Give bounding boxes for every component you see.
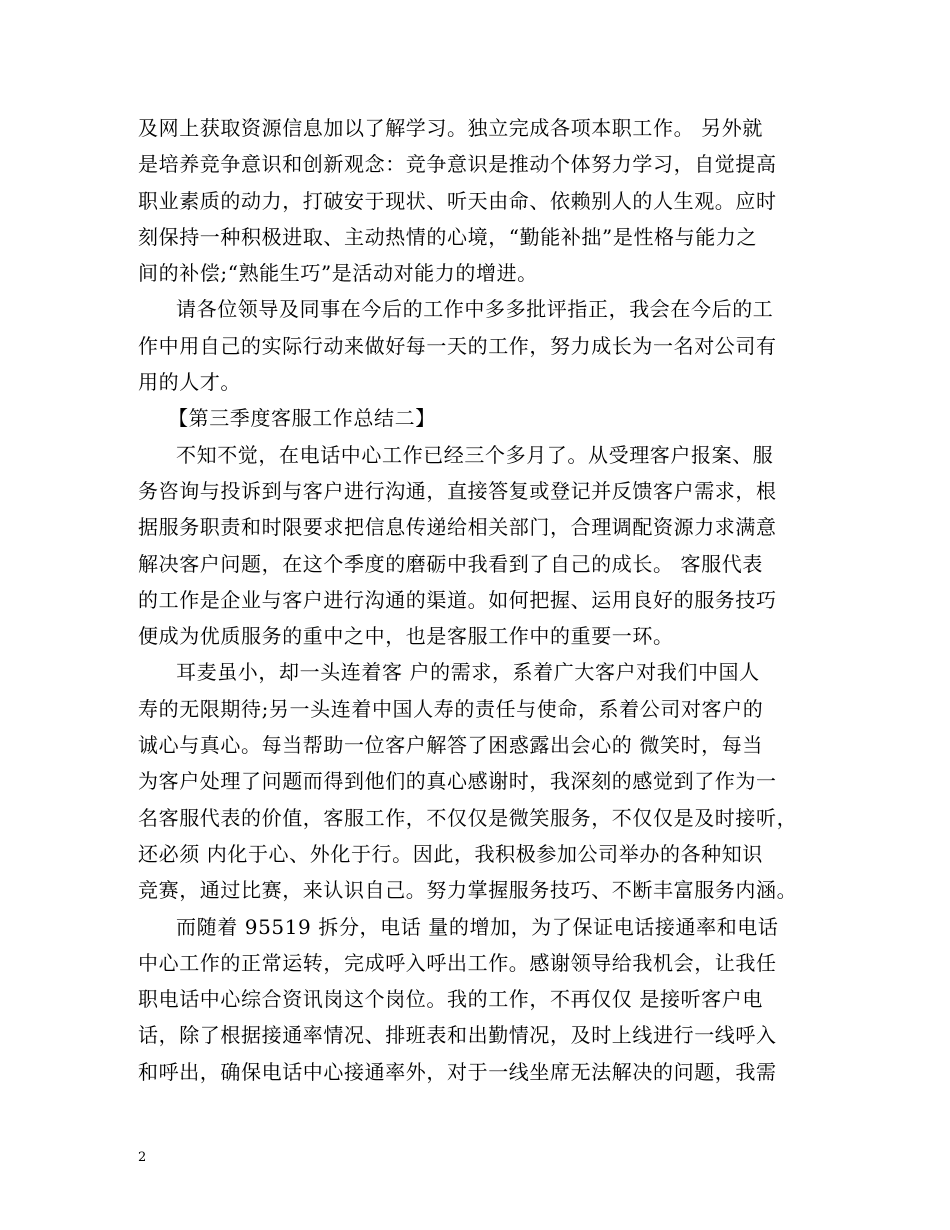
text-line: 还必须 内化于心、外化于行。因此，我积极参加公司举办的各种知识 <box>138 841 763 866</box>
paragraph-start-line: 耳麦虽小，却一头连着客 户的需求，系着广大客户对我们中国人 <box>176 660 760 685</box>
paragraph-start-line: 请各位领导及同事在今后的工作中多多批评指正，我会在今后的工 <box>176 297 774 322</box>
text-line: 间的补偿;“熟能生巧”是活动对能力的增进。 <box>138 261 538 286</box>
paragraph-start-line: 而随着 95519 拆分，电话 量的增加，为了保证电话接通率和电话 <box>176 914 779 939</box>
text-line: 职业素质的动力，打破安于现状、听天由命、依赖别人的人生观。应时 <box>138 188 777 213</box>
text-line: 务咨询与投诉到与客户进行沟通，直接答复或登记并反馈客户需求，根 <box>138 478 777 503</box>
text-line: 作中用自己的实际行动来做好每一天的工作，努力成长为一名对公司有 <box>138 333 777 358</box>
text-line: 解决客户问题，在这个季度的磨砺中我看到了自己的成长。 客服代表 <box>138 551 763 576</box>
text-line: 为客户处理了问题而得到他们的真心感谢时，我深刻的感觉到了作为一 <box>138 769 777 794</box>
text-line: 和呼出，确保电话中心接通率外，对于一线坐席无法解决的问题，我需 <box>138 1059 777 1084</box>
text-line: 竞赛，通过比赛，来认识自己。努力掌握服务技巧、不断丰富服务内涵。 <box>138 878 798 903</box>
text-line: 话，除了根据接通率情况、排班表和出勤情况，及时上线进行一线呼入 <box>138 1023 777 1048</box>
text-line: 职电话中心综合资讯岗这个岗位。我的工作，不再仅仅 是接听客户电 <box>138 987 763 1012</box>
text-line: 刻保持一种积极进取、主动热情的心境，“勤能补拙”是性格与能力之 <box>138 224 758 249</box>
page-number: 2 <box>138 1150 147 1165</box>
text-line: 的工作是企业与客户进行沟通的渠道。如何把握、运用良好的服务技巧 <box>138 587 777 612</box>
text-line: 便成为优质服务的重中之中，也是客服工作中的重要一环。 <box>138 624 674 649</box>
text-line: 寿的无限期待;另一头连着中国人寿的责任与使命，系着公司对客户的 <box>138 696 764 721</box>
text-line: 是培养竞争意识和创新观念：竞争意识是推动个体努力学习，自觉提高 <box>138 152 777 177</box>
text-line: 名客服代表的价值，客服工作，不仅仅是微笑服务，不仅仅是及时接听， <box>138 805 798 830</box>
text-line: 据服务职责和时限要求把信息传递给相关部门，合理调配资源力求满意 <box>138 515 777 540</box>
paragraph-start-line: 不知不觉，在电话中心工作已经三个多月了。从受理客户报案、服 <box>176 442 774 467</box>
text-line: 诚心与真心。每当帮助一位客户解答了困惑露出会心的 微笑时，每当 <box>138 733 763 758</box>
body-text <box>138 110 828 1090</box>
text-line: 中心工作的正常运转，完成呼入呼出工作。感谢领导给我机会，让我任 <box>138 950 777 975</box>
section-heading: 【第三季度客服工作总结二】 <box>168 406 436 431</box>
text-line: 用的人才。 <box>138 370 241 395</box>
text-line: 及网上获取资源信息加以了解学习。独立完成各项本职工作。 另外就 <box>138 116 763 140</box>
